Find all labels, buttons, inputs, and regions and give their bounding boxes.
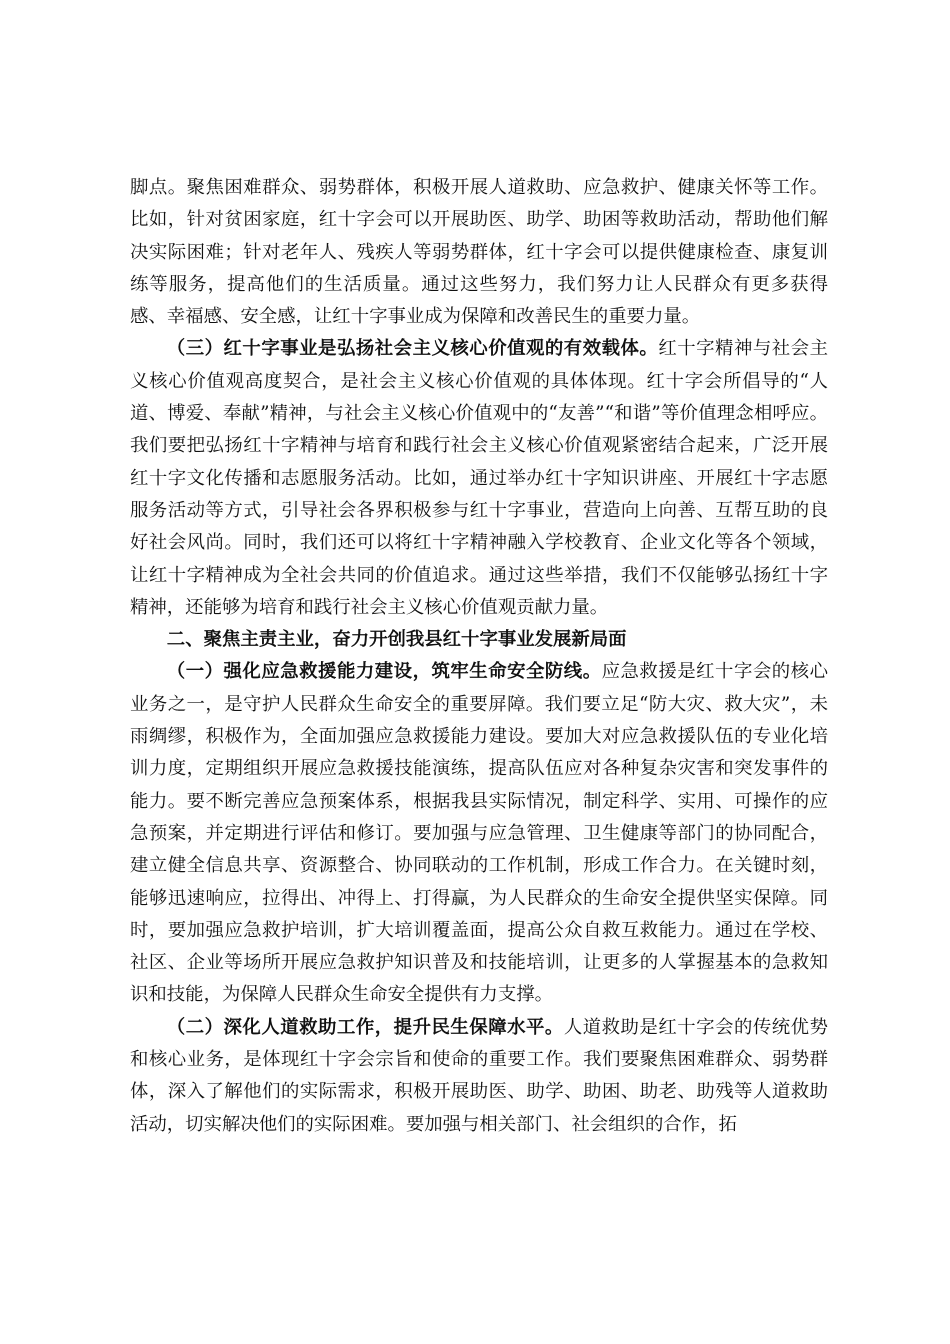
section-heading-text: 二、聚焦主责主业，奋力开创我县红十字事业发展新局面	[166, 629, 627, 651]
paragraph-lead: （三）红十字事业是弘扬社会主义核心价值观的有效载体。	[166, 338, 659, 360]
paragraph-humanitarian-aid	[130, 1012, 828, 1141]
paragraph-emergency-rescue	[130, 656, 828, 1011]
paragraph-text: 人道救助是红十字会的传统优势和核心业务，是体现红十字会宗旨和使命的重要工作。我们要聚焦困难群众、弱势群体，深入了解他们的实际需求，积极开展助医、助学、助困、助老、助残等人道救助活动，切实解决他们的实际困难。要加强与相关部门、社会组织的合作，拓	[130, 1016, 828, 1135]
paragraph-continuation	[130, 172, 828, 333]
paragraph-lead: （一）强化应急救援能力建设，筑牢生命安全防线。	[166, 661, 602, 683]
paragraph-core-values	[130, 333, 828, 624]
paragraph-text: 应急救援是红十字会的核心业务之一，是守护人民群众生命安全的重要屏障。我们要立足“防大灾、救大灾”，未雨绸缪，积极作为，全面加强应急救援能力建设。要加大对应急救援队伍的专业化培训力度，定期组织开展应急救援技能演练，提高队伍应对各种复杂灾害和突发事件的能力。要不断完善应急预案体系，根据我县实际情况，制定科学、实用、可操作的应急预案，并定期进行评估和修订。要加强与应急管理、卫生健康等部门的协同配合，建立健全信息共享、资源整合、协同联动的工作机制，形成工作合力。在关键时刻，能够迅速响应，拉得出、冲得上、打得赢，为人民群众的生命安全提供坚实保障。同时，要加强应急救护培训，扩大培训覆盖面，提高公众自救互救能力。通过在学校、社区、企业等场所开展应急救护知识普及和技能培训，让更多的人掌握基本的急救知识和技能，为保障人民群众生命安全提供有力支撑。	[130, 661, 828, 1006]
paragraph-lead: （二）深化人道救助工作，提升民生保障水平。	[166, 1016, 564, 1038]
section-heading	[130, 624, 828, 656]
paragraph-text: 红十字精神与社会主义核心价值观高度契合，是社会主义核心价值观的具体体现。红十字会所倡导的“人道、博爱、奉献”精神，与社会主义核心价值观中的“友善”“和谐”等价值理念相呼应。我们要把弘扬红十字精神与培育和践行社会主义核心价值观紧密结合起来，广泛开展红十字文化传播和志愿服务活动。比如，通过举办红十字知识讲座、开展红十字志愿服务活动等方式，引导社会各界积极参与红十字事业，营造向上向善、互帮互助的良好社会风尚。同时，我们还可以将红十字精神融入学校教育、企业文化等各个领域，让红十字精神成为全社会共同的价值追求。通过这些举措，我们不仅能够弘扬红十字精神，还能够为培育和践行社会主义核心价值观贡献力量。	[130, 338, 828, 618]
document-body	[130, 172, 828, 1141]
paragraph-text: 脚点。聚焦困难群众、弱势群体，积极开展人道救助、应急救护、健康关怀等工作。比如，针对贫困家庭，红十字会可以开展助医、助学、助困等救助活动，帮助他们解决实际困难；针对老年人、残疾人等弱势群体，红十字会可以提供健康检查、康复训练等服务，提高他们的生活质量。通过这些努力，我们努力让人民群众有更多获得感、幸福感、安全感，让红十字事业成为保障和改善民生的重要力量。	[130, 177, 828, 328]
